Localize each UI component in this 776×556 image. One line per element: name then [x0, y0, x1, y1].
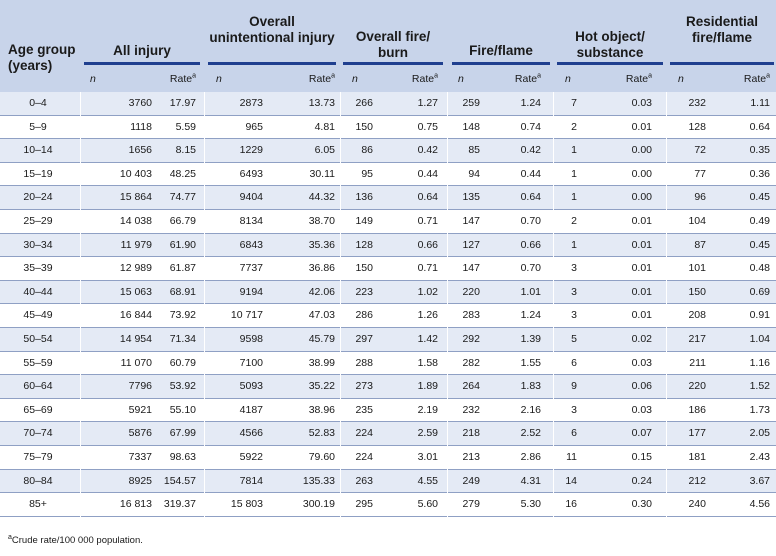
table-row — [0, 234, 776, 258]
table-row — [0, 422, 776, 446]
rate-cell: 2.05 — [749, 427, 770, 440]
count-cell: 9 — [571, 380, 577, 393]
rate-cell: 0.42 — [520, 144, 541, 157]
rate-cell: 4.55 — [417, 474, 438, 487]
rate-cell: 1.55 — [520, 356, 541, 369]
count-cell: 217 — [688, 333, 706, 345]
count-cell: 7814 — [239, 474, 263, 487]
count-cell: 235 — [355, 403, 373, 416]
count-cell: 150 — [355, 262, 373, 275]
subheader-rate-mark: a — [648, 72, 652, 80]
rate-cell: 0.01 — [631, 285, 652, 298]
rate-cell: 68.91 — [169, 285, 196, 298]
rate-cell: 0.01 — [631, 262, 652, 275]
count-cell: 136 — [355, 191, 373, 204]
count-cell: 16 844 — [119, 309, 152, 322]
rate-cell: 0.70 — [520, 215, 541, 227]
rate-cell: 0.66 — [417, 238, 438, 251]
table-row — [0, 493, 776, 517]
count-cell: 9404 — [239, 191, 263, 204]
table-row — [0, 139, 776, 163]
footnote — [8, 535, 143, 547]
rate-cell: 6.05 — [314, 144, 335, 157]
rate-cell: 1.26 — [417, 309, 438, 322]
count-cell: 9194 — [239, 285, 263, 298]
rate-cell: 53.92 — [169, 380, 196, 393]
table-row — [0, 304, 776, 328]
rate-cell: 1.73 — [749, 403, 770, 416]
count-cell: 295 — [355, 498, 373, 511]
table-row — [0, 186, 776, 210]
column-group-rule — [452, 62, 550, 65]
count-cell: 1 — [571, 167, 577, 180]
age-group-header-text: Age group (years) — [8, 42, 76, 73]
rate-cell: 79.60 — [308, 451, 335, 463]
rate-cell: 3.67 — [749, 474, 770, 487]
count-cell: 148 — [462, 120, 480, 133]
count-cell: 1 — [571, 144, 577, 157]
table-row — [0, 328, 776, 352]
table-row — [0, 92, 776, 116]
subheader-n: n — [678, 73, 684, 85]
count-cell: 6493 — [239, 167, 263, 180]
count-cell: 96 — [694, 191, 706, 204]
rate-cell: 38.99 — [308, 356, 335, 369]
rate-cell: 135.33 — [302, 474, 335, 487]
count-cell: 101 — [688, 262, 706, 275]
age-group-cell: 55–59 — [23, 356, 53, 369]
count-cell: 147 — [462, 262, 480, 275]
rate-cell: 0.91 — [749, 309, 770, 322]
count-cell: 232 — [462, 403, 480, 416]
count-cell: 127 — [462, 238, 480, 251]
column-separator — [340, 92, 341, 528]
age-group-cell: 0–4 — [29, 97, 47, 109]
count-cell: 147 — [462, 215, 480, 227]
count-cell: 7737 — [239, 262, 263, 275]
table-row — [0, 399, 776, 423]
age-group-cell: 15–19 — [23, 167, 53, 180]
rate-cell: 0.71 — [417, 215, 438, 227]
count-cell: 286 — [355, 309, 373, 322]
column-separator — [666, 92, 667, 528]
count-cell: 2873 — [239, 97, 263, 109]
rate-cell: 48.25 — [169, 167, 196, 180]
age-group-cell: 10–14 — [23, 144, 53, 157]
count-cell: 7 — [571, 97, 577, 109]
rate-cell: 0.69 — [749, 285, 770, 298]
count-cell: 6843 — [239, 238, 263, 251]
column-group-rule — [208, 62, 336, 65]
rate-cell: 38.96 — [308, 403, 335, 416]
rate-cell: 35.36 — [308, 238, 335, 251]
count-cell: 15 864 — [119, 191, 152, 204]
count-cell: 224 — [355, 451, 373, 463]
rate-cell: 0.02 — [631, 333, 652, 345]
age-group-cell: 85+ — [29, 498, 47, 511]
rate-cell: 42.06 — [308, 285, 335, 298]
rate-cell: 5.60 — [417, 498, 438, 511]
footnote-text: Crude rate/100 000 population. — [11, 535, 143, 546]
table-row — [0, 210, 776, 234]
count-cell: 77 — [694, 167, 706, 180]
subheader-rate-mark: a — [192, 72, 196, 80]
table-row — [0, 352, 776, 376]
rate-cell: 0.01 — [631, 309, 652, 322]
subheader-rate: Rate$^a$ — [514, 72, 541, 85]
rate-cell: 38.70 — [308, 215, 335, 227]
column-group-title: Residential fire/flame — [685, 14, 759, 45]
age-group-cell: 60–64 — [23, 380, 53, 393]
count-cell: 6 — [571, 356, 577, 369]
rate-cell: 1.39 — [520, 333, 541, 345]
count-cell: 220 — [688, 380, 706, 393]
count-cell: 283 — [462, 309, 480, 322]
count-cell: 273 — [355, 380, 373, 393]
rate-cell: 61.87 — [169, 262, 196, 275]
rate-cell: 30.11 — [309, 167, 335, 180]
age-group-cell: 30–34 — [23, 238, 53, 251]
count-cell: 14 038 — [119, 215, 152, 227]
count-cell: 5921 — [128, 403, 152, 416]
rate-cell: 0.75 — [417, 120, 438, 133]
column-separator — [204, 92, 205, 528]
rate-cell: 45.79 — [308, 333, 335, 345]
rate-cell: 0.00 — [631, 144, 652, 157]
count-cell: 232 — [688, 97, 706, 109]
rate-cell: 154.57 — [163, 474, 196, 487]
age-group-cell: 75–79 — [23, 451, 53, 463]
rate-cell: 4.56 — [749, 498, 770, 511]
subheader-rate-mark: a — [331, 72, 335, 80]
table-row — [0, 116, 776, 140]
rate-cell: 1.89 — [417, 380, 438, 393]
count-cell: 5922 — [239, 451, 263, 463]
rate-cell: 73.92 — [169, 309, 196, 322]
table-row — [0, 257, 776, 281]
count-cell: 7337 — [128, 451, 152, 463]
rate-cell: 66.79 — [169, 215, 196, 227]
rate-cell: 0.42 — [417, 144, 438, 157]
rate-cell: 0.74 — [520, 120, 541, 133]
count-cell: 3 — [571, 309, 577, 322]
age-group-cell: 80–84 — [23, 474, 53, 487]
table-header — [0, 0, 776, 92]
count-cell: 95 — [361, 167, 373, 180]
column-separator — [447, 92, 448, 528]
count-cell: 1 — [571, 191, 577, 204]
age-group-cell: 65–69 — [23, 403, 53, 416]
count-cell: 266 — [355, 97, 373, 109]
count-cell: 279 — [462, 498, 480, 511]
count-cell: 150 — [355, 120, 373, 133]
count-cell: 1656 — [128, 144, 152, 157]
count-cell: 86 — [361, 144, 373, 157]
rate-cell: 1.27 — [417, 97, 438, 109]
count-cell: 5876 — [128, 427, 152, 440]
rate-cell: 2.19 — [417, 403, 438, 416]
subheader-rate: Rate$^a$ — [625, 72, 652, 85]
count-cell: 1 — [571, 238, 577, 251]
rate-cell: 1.16 — [749, 356, 770, 369]
count-cell: 211 — [689, 356, 706, 369]
count-cell: 259 — [462, 97, 480, 109]
rate-cell: 1.58 — [417, 356, 438, 369]
rate-cell: 98.63 — [169, 451, 196, 463]
count-cell: 3 — [571, 262, 577, 275]
rate-cell: 4.81 — [314, 120, 335, 133]
count-cell: 7796 — [128, 380, 152, 393]
subheader-n: n — [565, 73, 571, 85]
count-cell: 177 — [688, 427, 706, 440]
count-cell: 5 — [571, 333, 577, 345]
count-cell: 213 — [462, 451, 480, 463]
count-cell: 10 717 — [230, 309, 263, 322]
rate-cell: 2.52 — [520, 427, 541, 440]
age-group-cell: 40–44 — [23, 285, 53, 298]
count-cell: 288 — [355, 356, 373, 369]
rate-cell: 0.03 — [631, 403, 652, 416]
subheader-rate: Rate$^a$ — [308, 72, 335, 85]
rate-cell: 1.24 — [520, 309, 541, 322]
rate-cell: 0.24 — [631, 474, 652, 487]
count-cell: 218 — [462, 427, 480, 440]
rate-cell: 74.77 — [169, 191, 196, 204]
count-cell: 224 — [355, 427, 373, 440]
rate-cell: 55.10 — [169, 403, 196, 416]
count-cell: 11 070 — [120, 356, 152, 369]
count-cell: 3 — [571, 285, 577, 298]
count-cell: 135 — [462, 191, 480, 204]
rate-cell: 8.15 — [175, 144, 196, 157]
count-cell: 264 — [462, 380, 480, 393]
subheader-rate-mark: a — [766, 72, 770, 80]
subheader-n: n — [352, 73, 358, 85]
rate-cell: 52.83 — [308, 427, 335, 440]
count-cell: 2 — [571, 215, 577, 227]
count-cell: 3760 — [128, 97, 152, 109]
count-cell: 965 — [245, 120, 263, 133]
count-cell: 4187 — [239, 403, 263, 416]
column-group-title: Fire/flame — [469, 43, 533, 58]
rate-cell: 1.02 — [417, 285, 438, 298]
rate-cell: 0.01 — [631, 120, 652, 133]
rate-cell: 300.19 — [302, 498, 335, 511]
table-row — [0, 281, 776, 305]
rate-cell: 0.01 — [631, 215, 652, 227]
rate-cell: 1.83 — [520, 380, 541, 393]
column-group-rule — [84, 62, 200, 65]
age-group-cell: 5–9 — [29, 120, 47, 133]
subheader-rate: Rate$^a$ — [411, 72, 438, 85]
rate-cell: 2.43 — [749, 451, 770, 463]
subheader-n: n — [458, 73, 464, 85]
rate-cell: 4.31 — [520, 474, 541, 487]
rate-cell: 67.99 — [169, 427, 196, 440]
column-separator — [553, 92, 554, 528]
table-row — [0, 446, 776, 470]
column-group-title: Hot object/ substance — [575, 29, 645, 60]
age-group-cell: 35–39 — [23, 262, 53, 275]
rate-cell: 0.03 — [631, 97, 652, 109]
count-cell: 1118 — [130, 120, 152, 133]
rate-cell: 1.42 — [417, 333, 438, 345]
rate-cell: 1.52 — [749, 380, 770, 393]
rate-cell: 0.03 — [631, 356, 652, 369]
count-cell: 2 — [571, 120, 577, 133]
age-group-cell: 45–49 — [23, 309, 53, 322]
rate-cell: 0.45 — [749, 238, 770, 251]
rate-cell: 0.64 — [749, 120, 770, 133]
rate-cell: 17.97 — [169, 97, 196, 109]
rate-cell: 0.07 — [631, 427, 652, 440]
rate-cell: 0.71 — [417, 262, 438, 275]
rate-cell: 0.44 — [417, 167, 438, 180]
rate-cell: 13.73 — [308, 97, 335, 109]
count-cell: 186 — [688, 403, 706, 416]
count-cell: 15 063 — [119, 285, 152, 298]
rate-cell: 0.49 — [749, 215, 770, 227]
count-cell: 94 — [468, 167, 480, 180]
age-group-cell: 25–29 — [23, 215, 53, 227]
column-group-rule — [557, 62, 663, 65]
rate-cell: 0.01 — [631, 238, 652, 251]
count-cell: 240 — [688, 498, 706, 511]
rate-cell: 0.36 — [749, 167, 770, 180]
count-cell: 11 979 — [120, 238, 152, 251]
subheader-n: n — [216, 73, 222, 85]
count-cell: 208 — [688, 309, 706, 322]
rate-cell: 0.48 — [749, 262, 770, 275]
column-group-rule — [343, 62, 443, 65]
rate-cell: 47.03 — [308, 309, 335, 322]
rate-cell: 2.86 — [520, 451, 541, 463]
rate-cell: 71.34 — [169, 333, 196, 345]
column-group-title: Overall fire/ burn — [355, 29, 431, 60]
subheader-rate: Rate$^a$ — [169, 72, 196, 85]
count-cell: 87 — [694, 238, 706, 251]
rate-cell: 0.64 — [417, 191, 438, 204]
age-group-cell: 50–54 — [23, 333, 53, 345]
count-cell: 220 — [462, 285, 480, 298]
count-cell: 72 — [694, 144, 706, 157]
rate-cell: 0.30 — [631, 498, 652, 511]
rate-cell: 0.35 — [749, 144, 770, 157]
rate-cell: 0.15 — [631, 451, 652, 463]
table-row — [0, 470, 776, 494]
count-cell: 16 — [565, 498, 577, 511]
subheader-rate-mark: a — [434, 72, 438, 80]
table-row — [0, 163, 776, 187]
rate-cell: 2.16 — [520, 403, 541, 416]
rate-cell: 36.86 — [308, 262, 335, 275]
count-cell: 8134 — [239, 215, 263, 227]
count-cell: 15 803 — [230, 498, 263, 511]
footnote-mark: a — [8, 533, 12, 541]
rate-cell: 1.11 — [750, 97, 770, 109]
rate-cell: 1.24 — [520, 97, 541, 109]
count-cell: 128 — [688, 120, 706, 133]
rate-cell: 0.66 — [520, 238, 541, 251]
age-group-cell: 70–74 — [23, 427, 53, 440]
count-cell: 16 813 — [119, 498, 152, 511]
rate-cell: 0.70 — [520, 262, 541, 275]
rate-cell: 0.00 — [631, 167, 652, 180]
count-cell: 4566 — [239, 427, 263, 440]
rate-cell: 3.01 — [417, 451, 438, 463]
count-cell: 128 — [355, 238, 373, 251]
rate-cell: 1.04 — [749, 333, 770, 345]
rate-cell: 319.37 — [163, 498, 196, 511]
table-row — [0, 375, 776, 399]
count-cell: 292 — [462, 333, 480, 345]
rate-cell: 0.64 — [520, 191, 541, 204]
column-group-title: Overall unintentional injury — [209, 14, 335, 45]
count-cell: 5093 — [239, 380, 263, 393]
age-group-cell: 20–24 — [23, 191, 53, 204]
subheader-n: n — [90, 73, 96, 85]
count-cell: 149 — [355, 215, 373, 227]
subheader-rate-mark: a — [537, 72, 541, 80]
rate-cell: 5.30 — [520, 498, 541, 511]
count-cell: 1229 — [239, 144, 263, 157]
count-cell: 6 — [571, 427, 577, 440]
rate-cell: 0.00 — [631, 191, 652, 204]
rate-cell: 44.32 — [308, 191, 335, 204]
rate-cell: 0.44 — [520, 167, 541, 180]
count-cell: 223 — [355, 285, 373, 298]
subheader-rate: Rate$^a$ — [743, 72, 770, 85]
column-separator — [80, 92, 81, 528]
count-cell: 249 — [462, 474, 480, 487]
rate-cell: 2.59 — [417, 427, 438, 440]
count-cell: 297 — [355, 333, 373, 345]
count-cell: 181 — [688, 451, 706, 463]
count-cell: 12 989 — [119, 262, 152, 275]
count-cell: 10 403 — [119, 167, 152, 180]
count-cell: 263 — [355, 474, 373, 487]
count-cell: 8925 — [128, 474, 152, 487]
rate-cell: 61.90 — [169, 238, 196, 251]
column-group-rule — [670, 62, 774, 65]
count-cell: 85 — [468, 144, 480, 157]
count-cell: 14 — [565, 474, 577, 487]
rate-cell: 35.22 — [308, 380, 335, 393]
count-cell: 3 — [571, 403, 577, 416]
count-cell: 11 — [566, 451, 577, 463]
age-group-header — [8, 42, 78, 74]
rate-cell: 60.79 — [169, 356, 196, 369]
rate-cell: 5.59 — [175, 120, 196, 133]
rate-cell: 0.06 — [631, 380, 652, 393]
rate-cell: 0.45 — [749, 191, 770, 204]
count-cell: 7100 — [239, 356, 263, 369]
count-cell: 104 — [688, 215, 706, 227]
count-cell: 150 — [688, 285, 706, 298]
count-cell: 14 954 — [119, 333, 152, 345]
count-cell: 212 — [688, 474, 706, 487]
count-cell: 9598 — [239, 333, 263, 345]
count-cell: 282 — [462, 356, 480, 369]
column-group-title: All injury — [113, 43, 171, 58]
rate-cell: 1.01 — [520, 285, 541, 298]
